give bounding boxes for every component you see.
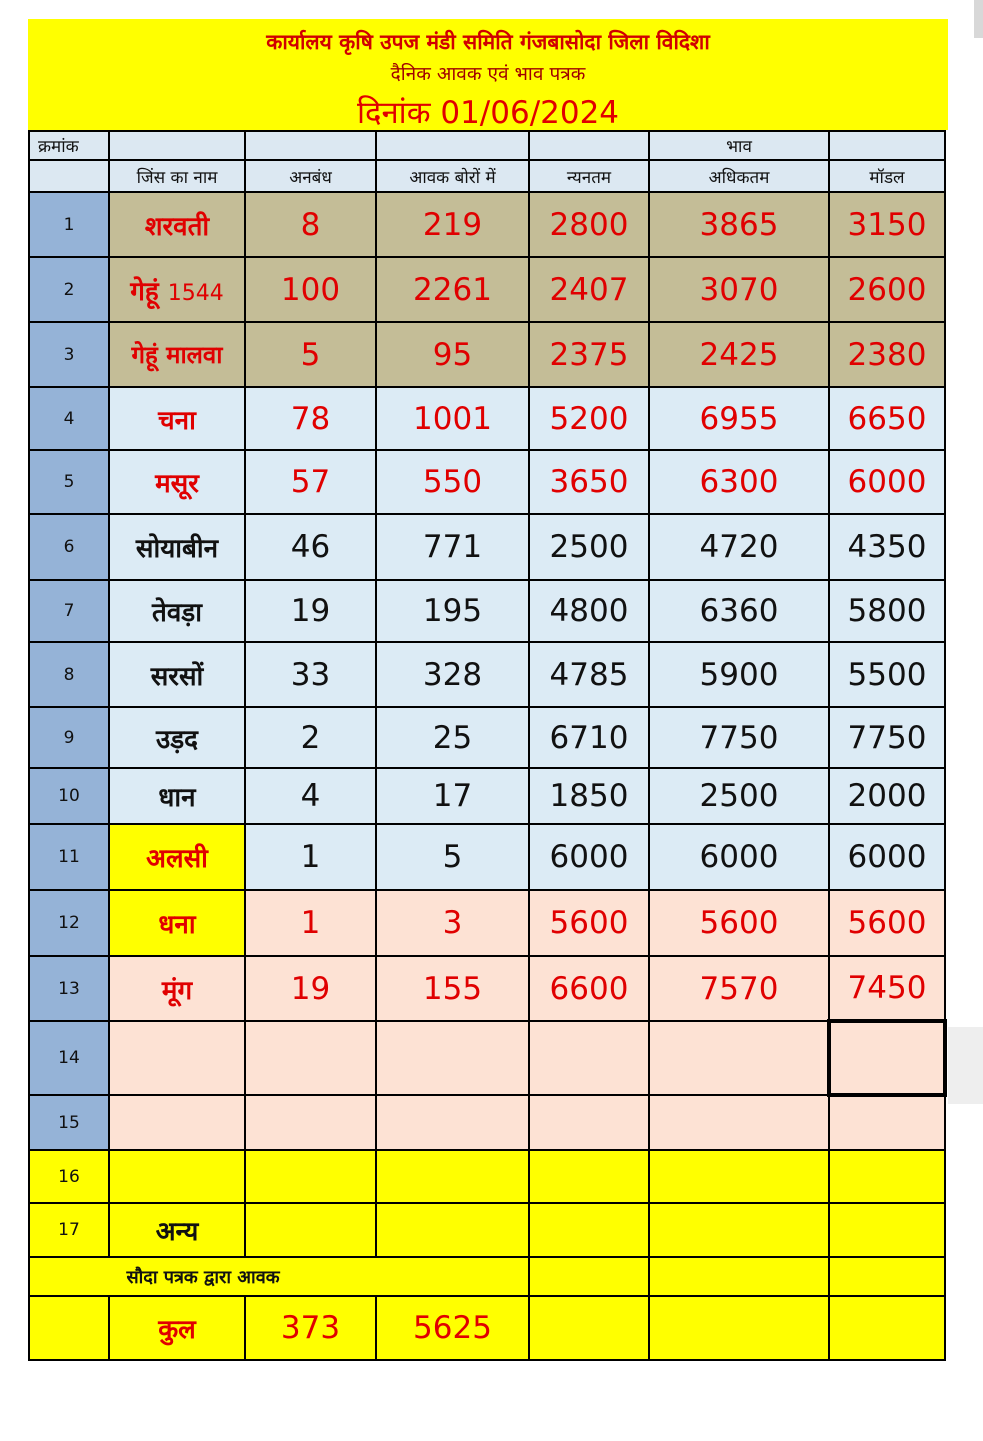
table-row: 12 धना 1 3 5600 5600 5600 xyxy=(29,890,945,956)
commodity-name: चना xyxy=(109,387,245,450)
table-row: 2 गेहूं 1544 100 2261 2407 3070 2600 xyxy=(29,257,945,322)
header-row-1 xyxy=(29,131,945,160)
col-bhav-header: भाव xyxy=(649,131,829,160)
table-row: 6 सोयाबीन 46 771 2500 4720 4350 xyxy=(29,514,945,580)
col-anubandh-header: अनबंध xyxy=(245,160,376,192)
sheet-date: दिनांक 01/06/2024 xyxy=(356,95,620,131)
col-max-header: अधिकतम xyxy=(649,160,829,192)
table-row: 17 अन्य xyxy=(29,1203,945,1257)
table-row: 4 चना 78 1001 5200 6955 6650 xyxy=(29,387,945,450)
total-row xyxy=(29,1296,945,1360)
scroll-indicator xyxy=(974,0,983,38)
table-row: 9 उड़द 2 25 6710 7750 7750 xyxy=(29,707,945,768)
commodity-name: धान xyxy=(109,768,245,824)
commodity-name: अन्य xyxy=(109,1203,245,1257)
table-row: 8 सरसों 33 328 4785 5900 5500 xyxy=(29,642,945,707)
commodity-name: तेवड़ा xyxy=(109,580,245,642)
office-title: कार्यालय कृषि उपज मंडी समिति गंजबासोदा जिला विदिशा xyxy=(266,30,710,54)
sauda-row xyxy=(29,1257,945,1296)
commodity-name: सरसों xyxy=(109,642,245,707)
table-row: 5 मसूर 57 550 3650 6300 6000 xyxy=(29,450,945,514)
sauda-label: सौदा पत्रक द्वारा आवक xyxy=(29,1257,376,1296)
total-aavak: 5625 xyxy=(376,1296,529,1360)
commodity-name: गेहूं मालवा xyxy=(109,322,245,387)
total-anubandh: 373 xyxy=(245,1296,376,1360)
margin-block xyxy=(948,1027,983,1104)
col-model-header: मॉडल xyxy=(829,160,945,192)
commodity-name: शरवती xyxy=(109,192,245,257)
sheet-header xyxy=(28,19,948,130)
col-aavak-header: आवक बोरों में xyxy=(376,160,529,192)
table-row: 1 शरवती 8 219 2800 3865 3150 xyxy=(29,192,945,257)
commodity-name: मूंग xyxy=(109,956,245,1021)
col-serial-header: क्रमांक xyxy=(29,131,109,160)
table-row: 15 xyxy=(29,1095,945,1150)
table-row: 11 अलसी 1 5 6000 6000 6000 xyxy=(29,824,945,890)
table-row: 14 xyxy=(29,1021,945,1095)
col-min-header: न्यनतम xyxy=(529,160,649,192)
price-table xyxy=(28,130,947,1361)
commodity-name: उड़द xyxy=(109,707,245,768)
commodity-name: मसूर xyxy=(109,450,245,514)
table-row: 3 गेहूं मालवा 5 95 2375 2425 2380 xyxy=(29,322,945,387)
price-sheet xyxy=(28,19,948,1370)
header-row-2 xyxy=(29,160,945,192)
commodity-name: अलसी xyxy=(109,824,245,890)
right-margin-strip xyxy=(948,0,983,1441)
selected-cell[interactable] xyxy=(829,1021,945,1095)
commodity-name: गेहूं 1544 xyxy=(109,257,245,322)
col-name-header: जिंस का नाम xyxy=(109,160,245,192)
commodity-name: सोयाबीन xyxy=(109,514,245,580)
sheet-subtitle: दैनिक आवक एवं भाव पत्रक xyxy=(390,63,586,85)
table-row: 7 तेवड़ा 19 195 4800 6360 5800 xyxy=(29,580,945,642)
commodity-name: धना xyxy=(109,890,245,956)
table-row: 10 धान 4 17 1850 2500 2000 xyxy=(29,768,945,824)
table-row: 16 xyxy=(29,1150,945,1203)
table-row: 13 मूंग 19 155 6600 7570 7450 xyxy=(29,956,945,1021)
total-label: कुल xyxy=(109,1296,245,1360)
